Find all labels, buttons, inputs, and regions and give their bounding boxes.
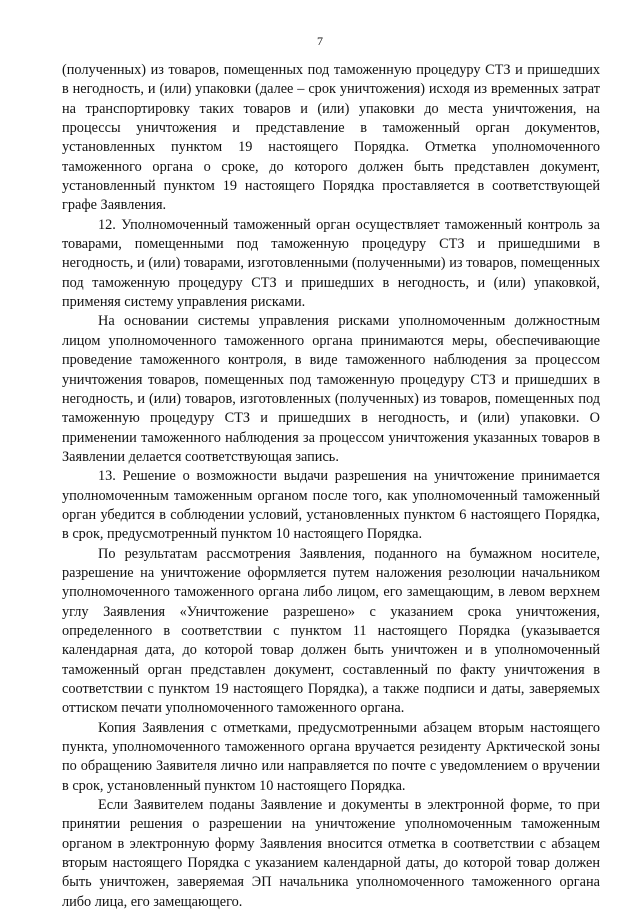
- paragraph-item-12: 12. Уполномоченный таможенный орган осуществляет таможенный контроль за товарами, помещенными под таможенную процедуру СТЗ и пришедшими в негодность, и (или) товарами, изготовленными (полученными) из товаров, помещенных под таможенную процедуру СТЗ и пришедших в негодность, и (или) упаковкой, применяя систему управления рисками.: [62, 216, 600, 311]
- paragraph-electronic-application: Если Заявителем поданы Заявление и документы в электронной форме, то при принятии решения о разрешении на уничтожение уполномоченным таможенным органом в электронную форму Заявления вносится отметка в соответствии с абзацем вторым настоящего Порядка с указанием календарной даты, до которой товар должен быть уничтожен, заверяемая ЭП начальника уполномоченного таможенного органа либо лица, его замещающего.: [62, 797, 600, 910]
- paragraph-risk-management: На основании системы управления рисками уполномоченным должностным лицом уполномоченного таможенного органа принимаются меры, обеспечивающие проведение таможенного контроля, в виде таможенного наблюдения за процессом уничтожения товаров, помещенных под таможенную процедуру СТЗ и пришедших в негодность, и (или) товаров, изготовленных (полученных) из товаров, помещенных под таможенную процедуру СТЗ и пришедших в негодность, и (или) упаковки. О применении таможенного наблюдения за процессом уничтожения указанных товаров в Заявлении делается соответствующая запись.: [62, 313, 600, 465]
- paragraph-continuation: (полученных) из товаров, помещенных под таможенную процедуру СТЗ и пришедших в негодность, и (или) упаковки (далее – срок уничтожения) исходя из временных затрат на транспортировку таких товаров и (или) упаковки до места уничтожения, на процессы уничтожения и представление в таможенный орган документов, установленных пунктом 19 настоящего Порядка. Отметка уполномоченного таможенного органа о сроке, до которого должен быть представлен документ, установленный пунктом 19 настоящего Порядка проставляется в соответствующей графе Заявления.: [62, 62, 600, 214]
- paragraph-paper-application: По результатам рассмотрения Заявления, поданного на бумажном носителе, разрешение на уничтожение оформляется путем наложения резолюции начальником уполномоченного таможенного органа либо лицом, его замещающим, в левом верхнем углу Заявления «Уничтожение разрешено» с указанием срока уничтожения, определенного в соответствии с пунктом 11 настоящего Порядка (указывается календарная дата, до которой товар должен быть уничтожен и в уполномоченный таможенный орган представлен документ, составленный по факту уничтожения в соответствии с пунктом 19 настоящего Порядка), а также подписи и даты, заверяемых оттиском печати уполномоченного таможенного органа.: [62, 545, 600, 717]
- paragraph-application-copy: Копия Заявления с отметками, предусмотренными абзацем вторым настоящего пункта, уполномоченного таможенного органа вручается резиденту Арктической зоны по обращению Заявителя лично или направляется по почте с уведомлением о вручении в срок, установленный пунктом 10 настоящего Порядка.: [62, 719, 600, 794]
- paragraph-item-13: 13. Решение о возможности выдачи разрешения на уничтожение принимается уполномоченным таможенным органом после того, как уполномоченный таможенный орган убедится в соблюдении условий, установленных пунктом 6 настоящего Порядка, в срок, предусмотренный пунктом 10 настоящего Порядка.: [62, 468, 600, 543]
- document-body: [62, 61, 600, 912]
- page-number: 7: [317, 34, 323, 48]
